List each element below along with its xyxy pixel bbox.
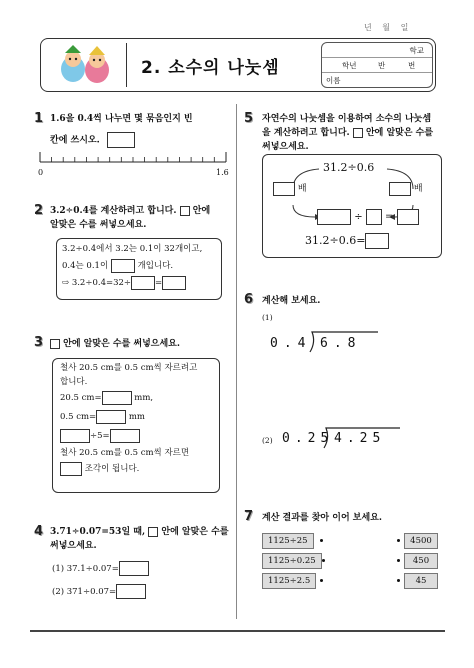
q2-number: 2 bbox=[34, 203, 44, 218]
date-year: 년 bbox=[364, 23, 373, 32]
ruler-end-label: 1.6 bbox=[216, 168, 229, 177]
q5-div-sign: ÷ bbox=[354, 211, 363, 223]
q1-answer-box[interactable] bbox=[107, 132, 135, 148]
q5-result-line bbox=[305, 233, 389, 249]
q3-line3b: mm bbox=[128, 412, 145, 422]
q6-item2-divisor: 0.25 bbox=[282, 431, 334, 446]
q5-eq-sign: = bbox=[384, 211, 394, 223]
q3-problem-box bbox=[52, 358, 220, 493]
q1-number-line bbox=[38, 148, 228, 172]
q5-text-line1: 자연수의 나눗셈을 이용하여 소수의 나눗셈 bbox=[262, 114, 432, 124]
q7-right-dot[interactable] bbox=[397, 579, 400, 582]
q5-box-dividend[interactable] bbox=[317, 209, 351, 225]
q5-right-times-label: 배 bbox=[413, 184, 423, 194]
q3-line1b: 합니다. bbox=[60, 377, 88, 387]
q5-text-line2b: 안에 알맞은 수를 bbox=[365, 128, 434, 138]
q6-item2-label: (2) bbox=[262, 436, 273, 445]
q3-box-quotient[interactable] bbox=[110, 429, 140, 443]
date-month: 월 bbox=[382, 23, 392, 32]
q4-box1[interactable] bbox=[119, 561, 149, 576]
q3-box-mm2[interactable] bbox=[96, 410, 126, 424]
q7-right-dot[interactable] bbox=[397, 559, 400, 562]
q6-item1-label: (1) bbox=[262, 313, 273, 322]
q6-item2-dividend: 4.25 bbox=[334, 431, 386, 446]
date-line bbox=[358, 22, 409, 33]
class-label: 반 bbox=[378, 61, 386, 70]
q5-left-times bbox=[273, 181, 307, 196]
q7-number: 7 bbox=[244, 509, 254, 524]
q5-text-line2a: 을 계산하려고 합니다. bbox=[262, 128, 350, 138]
q2-line2a: 0.4는 0.1이 bbox=[62, 261, 109, 271]
q2-box-divisor[interactable] bbox=[131, 276, 155, 290]
q3-line3a: 0.5 cm= bbox=[60, 412, 97, 422]
q4-box2[interactable] bbox=[116, 584, 146, 599]
q3-line6: 조각이 됩니다. bbox=[84, 464, 140, 474]
date-day: 일 bbox=[400, 23, 410, 32]
q6-item1-divisor: 0.4 bbox=[270, 336, 312, 351]
q4-item1 bbox=[52, 561, 149, 578]
q4-text-line2: 써넣으세요. bbox=[50, 541, 97, 551]
q2-text-line1b: 안에 bbox=[192, 206, 211, 216]
q6-number: 6 bbox=[244, 292, 254, 307]
box-symbol bbox=[353, 128, 363, 138]
ruler-start-label: 0 bbox=[38, 168, 44, 177]
q2-line1: 3.2÷0.4에서 3.2는 0.1이 32개이고, bbox=[62, 244, 203, 254]
grade-label: 학년 bbox=[342, 61, 357, 70]
q5-box-divisor[interactable] bbox=[366, 209, 382, 225]
q1-number: 1 bbox=[34, 111, 44, 126]
q3-box-pieces[interactable] bbox=[60, 462, 82, 476]
box-symbol bbox=[148, 527, 158, 537]
q4-text-line1a: 3.71÷0.07=53일 때, bbox=[50, 527, 146, 537]
q4-item2-text: (2) 371÷0.07= bbox=[52, 587, 117, 597]
q3-line4: ÷5= bbox=[90, 431, 110, 441]
q5-number: 5 bbox=[244, 111, 254, 126]
q5-box-result[interactable] bbox=[365, 233, 389, 249]
q5-natural-division bbox=[317, 209, 419, 225]
q7-right-item[interactable]: 450 bbox=[404, 553, 438, 569]
q4-question bbox=[50, 525, 232, 553]
q3-line1: 철사 20.5 cm를 0.5 cm씩 자르려고 bbox=[60, 363, 198, 373]
q5-right-times bbox=[389, 181, 423, 196]
q7-left-dot[interactable] bbox=[320, 539, 323, 542]
q7-left-item[interactable]: 1125÷25 bbox=[262, 533, 314, 549]
q2-hint-box bbox=[56, 238, 222, 300]
q2-box-count[interactable] bbox=[111, 259, 135, 273]
q7-left-item[interactable]: 1125÷2.5 bbox=[262, 573, 316, 589]
box-symbol bbox=[180, 206, 190, 216]
q3-line2a: 20.5 cm= bbox=[60, 393, 102, 403]
name-label: 이름 bbox=[326, 76, 341, 85]
q5-box-left-factor[interactable] bbox=[273, 182, 295, 196]
number-label: 번 bbox=[408, 61, 416, 70]
q7-left-dot[interactable] bbox=[322, 559, 325, 562]
q6-item1-dividend: 6.8 bbox=[320, 336, 362, 351]
school-label: 학교 bbox=[409, 46, 424, 55]
q5-result-text: 31.2÷0.6= bbox=[305, 234, 366, 247]
q4-number: 4 bbox=[34, 524, 44, 539]
q3-text: 안에 알맞은 수를 써넣으세요. bbox=[63, 339, 181, 349]
q7-question: 계산 결과를 찾아 이어 보세요. bbox=[262, 513, 382, 523]
q7-right-item[interactable]: 4500 bbox=[404, 533, 438, 549]
mascot-logo bbox=[47, 43, 127, 87]
page-title: 2. 소수의 나눗셈 bbox=[141, 58, 280, 78]
q2-line2b: 개입니다. bbox=[137, 261, 174, 271]
q2-line3a: ⇨ 3.2÷0.4=32÷ bbox=[62, 278, 132, 288]
q6-question: 계산해 보세요. bbox=[262, 296, 321, 306]
q7-left-dot[interactable] bbox=[320, 579, 323, 582]
q5-text-line3: 써넣으세요. bbox=[262, 142, 309, 152]
q5-box-right-factor[interactable] bbox=[389, 182, 411, 196]
q7-right-dot[interactable] bbox=[397, 539, 400, 542]
q2-line3b: = bbox=[155, 278, 163, 288]
q2-text-line1: 3.2÷0.4를 계산하려고 합니다. bbox=[50, 206, 177, 216]
box-symbol bbox=[50, 339, 60, 349]
q3-line5: 철사 20.5 cm를 0.5 cm씩 자르면 bbox=[60, 448, 190, 458]
q1-question bbox=[50, 112, 232, 148]
q4-item1-text: (1) 37.1÷0.07= bbox=[52, 564, 119, 574]
q3-box-dividend[interactable] bbox=[60, 429, 90, 443]
q3-question bbox=[50, 337, 232, 351]
q4-item2 bbox=[52, 584, 146, 601]
q2-question bbox=[50, 204, 232, 232]
q2-text-line2: 알맞은 수를 써넣으세요. bbox=[50, 220, 147, 230]
q5-left-times-label: 배 bbox=[297, 184, 307, 194]
q1-text-line1: 1.6을 0.4씩 나누면 몇 묶음인지 빈 bbox=[50, 114, 193, 124]
q5-question bbox=[262, 112, 448, 154]
q3-number: 3 bbox=[34, 335, 44, 350]
q7-right-item[interactable]: 45 bbox=[404, 573, 438, 589]
q5-diagram-box bbox=[262, 154, 442, 258]
q1-text-line2: 칸에 쓰시오. bbox=[50, 135, 100, 146]
q5-expression: 31.2÷0.6 bbox=[323, 161, 375, 174]
q3-box-mm1[interactable] bbox=[102, 391, 132, 405]
q4-text-line1b: 안에 알맞은 수를 bbox=[161, 527, 229, 537]
column-divider bbox=[236, 104, 237, 619]
q3-line2b: mm, bbox=[134, 393, 154, 403]
q7-left-item[interactable]: 1125÷0.25 bbox=[262, 553, 322, 569]
q2-box-result[interactable] bbox=[162, 276, 186, 290]
student-info-box bbox=[321, 42, 433, 88]
footer-line bbox=[30, 630, 445, 632]
worksheet-header bbox=[40, 38, 436, 92]
q5-box-quotient[interactable] bbox=[397, 209, 419, 225]
